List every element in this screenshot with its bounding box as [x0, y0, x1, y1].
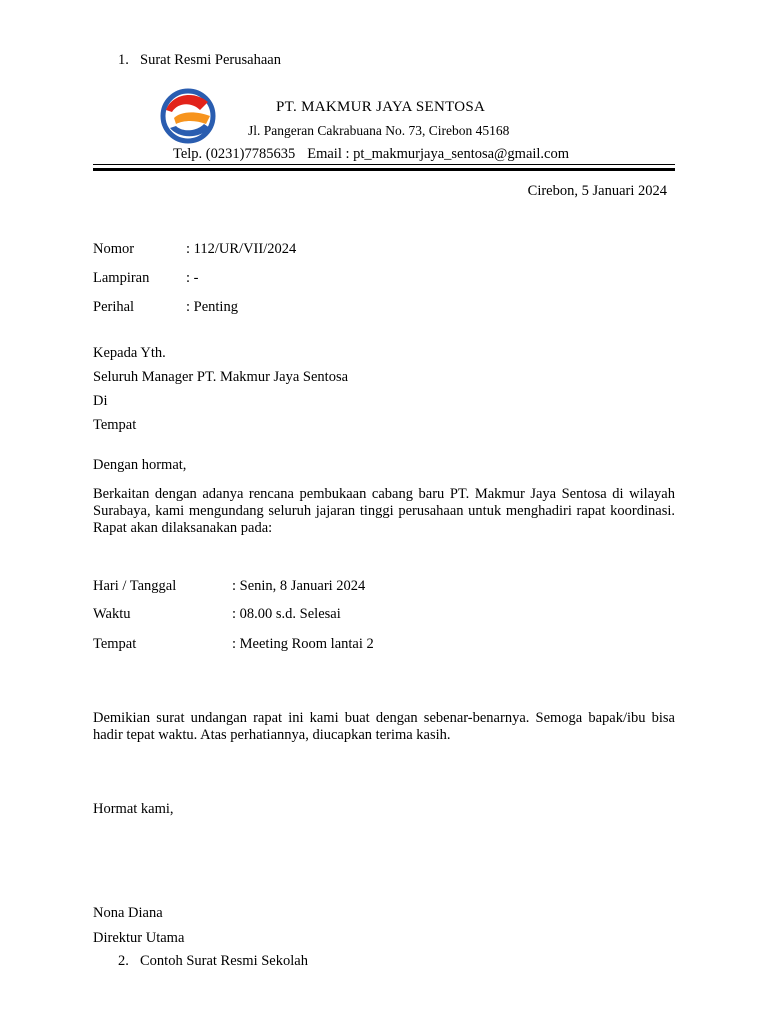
signoff: Hormat kami, — [93, 801, 174, 817]
event-label-time: Waktu — [93, 606, 131, 622]
section-title: Contoh Surat Resmi Sekolah — [140, 953, 308, 969]
company-address: Jl. Pangeran Cakrabuana No. 73, Cirebon 45168 — [248, 123, 510, 138]
company-logo-icon — [160, 88, 216, 144]
letterhead-divider-thick — [93, 168, 675, 171]
company-phone: Telp. (0231)7785635 — [173, 146, 296, 162]
company-email: Email : pt_makmurjaya_sentosa@gmail.com — [307, 146, 570, 162]
event-label-date: Hari / Tanggal — [93, 578, 177, 594]
closing-paragraph: Demikian surat undangan rapat ini kami buat dengan sebenar-benarnya. Semoga bapak/ibu bisa hadir tepat waktu. Atas perhatiannya, diucapkan terima kasih. — [93, 710, 675, 743]
meta-label-perihal: Perihal — [93, 299, 135, 315]
greeting: Dengan hormat, — [93, 457, 187, 473]
signer-name: Nona Diana — [93, 905, 163, 921]
company-contact — [173, 146, 569, 163]
meta-label-nomor: Nomor — [93, 241, 135, 257]
event-value-place: : Meeting Room lantai 2 — [232, 636, 374, 652]
section-heading-1 — [118, 52, 281, 69]
body-paragraph: Berkaitan dengan adanya rencana pembukaan cabang baru PT. Makmur Jaya Sentosa di wilayah Surabaya, kami mengundang seluruh jajaran tinggi perusahaan untuk menghadiri rapat koordinasi. Rapat akan dilaksanakan pada: — [93, 486, 675, 536]
company-name: PT. MAKMUR JAYA SENTOSA — [276, 99, 486, 115]
section-number: 1. — [118, 52, 129, 68]
signer-title: Direktur Utama — [93, 930, 185, 946]
event-value-time: : 08.00 s.d. Selesai — [232, 606, 341, 622]
recipient-line-3: Di — [93, 393, 108, 409]
section-title: Surat Resmi Perusahaan — [140, 52, 281, 68]
meta-value-nomor: : 112/UR/VII/2024 — [186, 241, 297, 257]
letterhead-divider-thin — [93, 164, 675, 165]
meta-label-lampiran: Lampiran — [93, 270, 150, 286]
letter-date: Cirebon, 5 Januari 2024 — [527, 183, 667, 199]
event-label-place: Tempat — [93, 636, 137, 652]
recipient-line-4: Tempat — [93, 417, 137, 433]
meta-value-perihal: : Penting — [186, 299, 238, 315]
meta-value-lampiran: : - — [186, 270, 199, 286]
recipient-line-2: Seluruh Manager PT. Makmur Jaya Sentosa — [93, 369, 349, 385]
section-number: 2. — [118, 953, 129, 969]
event-value-date: : Senin, 8 Januari 2024 — [232, 578, 366, 594]
recipient-line-1: Kepada Yth. — [93, 345, 166, 361]
section-heading-2 — [118, 953, 308, 970]
